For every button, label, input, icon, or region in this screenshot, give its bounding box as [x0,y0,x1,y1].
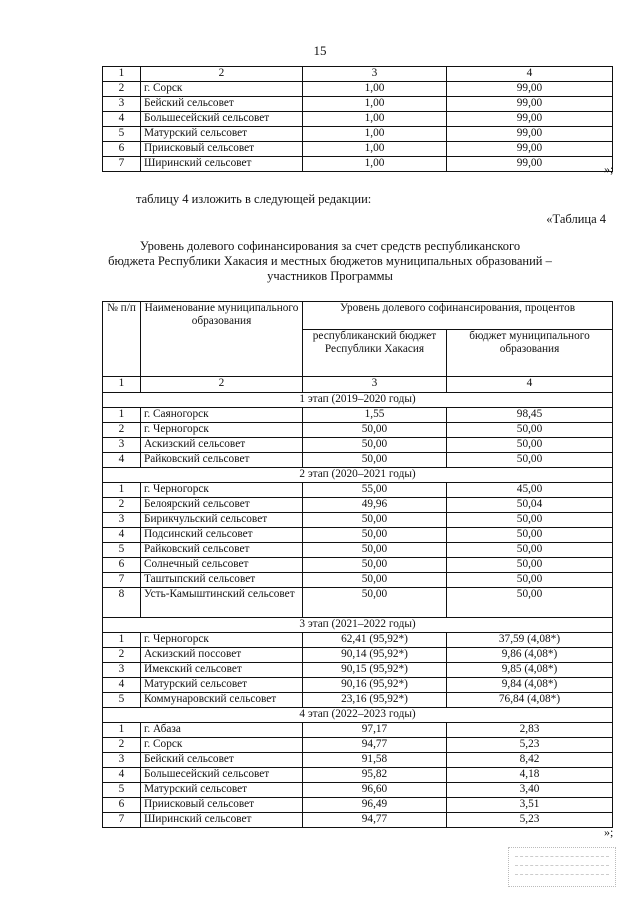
table-cell: 50,00 [447,588,613,618]
stage-row [103,708,613,723]
table-cell: 90,15 (95,92*) [303,663,447,678]
column-numbers-row [103,377,613,393]
table-cell: 5,23 [447,813,613,828]
table-title [95,239,565,284]
table-cell: 50,00 [303,513,447,528]
table-cell: 99,00 [447,127,613,142]
table-cell: 2 [103,423,141,438]
table-cell: Ширинский сельсовет [141,813,303,828]
table-row [103,82,613,97]
table-cell: Аскизский поссовет [141,648,303,663]
table-cell: 94,77 [303,813,447,828]
table-cell: 50,00 [447,438,613,453]
table-cell: Приисковый сельсовет [141,798,303,813]
table-row [103,783,613,798]
table-cell: 50,00 [303,528,447,543]
table-row [103,663,613,678]
stage-row [103,468,613,483]
cofinancing-table [102,301,613,828]
table-cell: 50,00 [303,543,447,558]
table-row [103,157,613,172]
table-cell: 50,00 [447,528,613,543]
table-cell: 7 [103,573,141,588]
table-cell: г. Сорск [141,82,303,97]
stage-row [103,618,613,633]
table-row [103,112,613,127]
table-cell: 94,77 [303,738,447,753]
table-cell: Матурский сельсовет [141,678,303,693]
column-number: 4 [447,377,613,393]
table-cell: 5 [103,693,141,708]
table-cell: 5 [103,543,141,558]
table-cell: 55,00 [303,483,447,498]
table-cell: Райковский сельсовет [141,543,303,558]
table-cell: Бирикчульский сельсовет [141,513,303,528]
table-cell: 3 [103,97,141,112]
table-cell: Бейский сельсовет [141,753,303,768]
table-row [103,633,613,648]
table-cell: 4 [103,678,141,693]
column-number: 1 [103,377,141,393]
table-cell: 3 [103,513,141,528]
table-row [103,483,613,498]
table-cell: 2 [103,82,141,97]
table-cell: 50,00 [303,423,447,438]
table-cell: 1 [103,633,141,648]
title-line: участников Программы [267,269,393,283]
table-cell: 91,58 [303,753,447,768]
table-cell: 98,45 [447,408,613,423]
header-name: Наименование муниципального образования [141,302,303,377]
table-row [103,768,613,783]
table-cell: 5 [103,783,141,798]
intro-text: таблицу 4 изложить в следующей редакции: [136,192,372,206]
table-cell: 4 [447,67,613,82]
table-cell: 1,00 [303,142,447,157]
table-cell: 50,04 [447,498,613,513]
title-line: Уровень долевого софинансирования за счет средств республиканского [139,239,521,253]
table-cell: 6 [103,798,141,813]
table-row [103,543,613,558]
table-cell: 62,41 (95,92*) [303,633,447,648]
table-cell: Большесейский сельсовет [141,768,303,783]
table-row [103,813,613,828]
table-cell: 7 [103,813,141,828]
table-cell: 4 [103,768,141,783]
table-cell: Солнечный сельсовет [141,558,303,573]
table-cell: 50,00 [303,453,447,468]
table-cell: Ширинский сельсовет [141,157,303,172]
table-cell: 7 [103,157,141,172]
table-cell: 99,00 [447,157,613,172]
table-cell: 50,00 [447,573,613,588]
table-cell: 3 [103,663,141,678]
table-row [103,693,613,708]
table-cell: 99,00 [447,97,613,112]
table-cell: 2,83 [447,723,613,738]
stage-title: 2 этап (2020–2021 годы) [103,468,613,483]
stamp-mark [508,847,616,887]
table-row [103,498,613,513]
table-cell: 90,14 (95,92*) [303,648,447,663]
table-cell: 50,00 [447,423,613,438]
table-cell: 95,82 [303,768,447,783]
table-cell: Райковский сельсовет [141,453,303,468]
table-cell: 6 [103,558,141,573]
table-cell: 76,84 (4,08*) [447,693,613,708]
table-cell: 4,18 [447,768,613,783]
column-number: 2 [141,377,303,393]
table-cell: Аскизский сельсовет [141,438,303,453]
table-row [103,142,613,157]
table-cell: Усть-Камыштинский сельсовет [141,588,303,618]
table-row [103,408,613,423]
table-cell: 2 [103,738,141,753]
stage-title: 1 этап (2019–2020 годы) [103,393,613,408]
table-cell: 50,00 [303,558,447,573]
previous-table-closing: »; [604,162,614,176]
table-row [103,438,613,453]
table-row [103,753,613,768]
table-row [103,528,613,543]
table-cell: г. Сорск [141,738,303,753]
table-cell: 2 [103,648,141,663]
table-cell: г. Черногорск [141,483,303,498]
table-row [103,723,613,738]
table-cell: 50,00 [447,543,613,558]
stage-title: 3 этап (2021–2022 годы) [103,618,613,633]
table-cell: 9,84 (4,08*) [447,678,613,693]
table-cell: Приисковый сельсовет [141,142,303,157]
table-row [103,423,613,438]
table-row [103,573,613,588]
table-cell: 99,00 [447,142,613,157]
table-row [103,798,613,813]
table-cell: Таштыпский сельсовет [141,573,303,588]
table-cell: 1,00 [303,127,447,142]
table-cell: 2 [141,67,303,82]
table-cell: 3 [103,438,141,453]
table-cell: 99,00 [447,82,613,97]
table-cell: 4 [103,112,141,127]
table-cell: 50,00 [303,573,447,588]
table-cell: Подсинский сельсовет [141,528,303,543]
table-cell: 1,00 [303,97,447,112]
table-row [103,648,613,663]
header-republican-budget: республиканский бюджет Республики Хакасия [303,330,447,377]
table-cell: 2 [103,498,141,513]
table-cell: 3 [303,67,447,82]
table-cell: г. Черногорск [141,423,303,438]
table-cell: Бейский сельсовет [141,97,303,112]
table-cell: 1 [103,483,141,498]
table-cell: 50,00 [303,438,447,453]
table-cell: 97,17 [303,723,447,738]
stage-row [103,393,613,408]
table-row [103,453,613,468]
table-cell: 8 [103,588,141,618]
table-cell: 4 [103,453,141,468]
table-row [103,67,613,82]
table-cell: 37,59 (4,08*) [447,633,613,648]
table-cell: г. Абаза [141,723,303,738]
table-cell: 9,85 (4,08*) [447,663,613,678]
table-cell: 4 [103,528,141,543]
table-cell: 3,51 [447,798,613,813]
header-municipal-budget: бюджет муниципального образования [447,330,613,377]
table-cell: 1,00 [303,157,447,172]
column-number: 3 [303,377,447,393]
table-cell: 5 [103,127,141,142]
table-cell: 1 [103,723,141,738]
table-row [103,588,613,618]
header-level: Уровень долевого софинансирования, процентов [303,302,613,330]
table-cell: 45,00 [447,483,613,498]
table-cell: Имекский сельсовет [141,663,303,678]
table-cell: 96,60 [303,783,447,798]
table-row [103,513,613,528]
table-cell: 5,23 [447,738,613,753]
table-cell: Матурский сельсовет [141,127,303,142]
table-row [103,678,613,693]
table-cell: 8,42 [447,753,613,768]
table-cell: 96,49 [303,798,447,813]
stage-title: 4 этап (2022–2023 годы) [103,708,613,723]
page-number: 15 [313,43,327,58]
table-cell: 50,00 [303,588,447,618]
table-cell: Белоярский сельсовет [141,498,303,513]
table-cell: 50,00 [447,558,613,573]
table-cell: 1 [103,67,141,82]
table-row [103,97,613,112]
table-caption: «Таблица 4 [546,212,606,226]
table-cell: 23,16 (95,92*) [303,693,447,708]
table-cell: Матурский сельсовет [141,783,303,798]
previous-table-fragment [102,66,613,172]
table-closing: »; [604,825,614,839]
table-cell: 1,00 [303,82,447,97]
table-cell: Коммунаровский сельсовет [141,693,303,708]
table-row [103,558,613,573]
table-cell: 6 [103,142,141,157]
table-cell: 1,00 [303,112,447,127]
table-cell: 9,86 (4,08*) [447,648,613,663]
header-number: № п/п [103,302,141,377]
table-row [103,738,613,753]
title-line: бюджета Республики Хакасия и местных бюджетов муниципальных образований – [108,254,552,268]
table-cell: 49,96 [303,498,447,513]
table-cell: 3,40 [447,783,613,798]
table-cell: 3 [103,753,141,768]
table-cell: 1 [103,408,141,423]
table-cell: г. Саяногорск [141,408,303,423]
table-cell: 90,16 (95,92*) [303,678,447,693]
table-row [103,127,613,142]
table-cell: 1,55 [303,408,447,423]
table-cell: 50,00 [447,453,613,468]
table-cell: 99,00 [447,112,613,127]
table-cell: 50,00 [447,513,613,528]
table-cell: Большесейский сельсовет [141,112,303,127]
table-cell: г. Черногорск [141,633,303,648]
